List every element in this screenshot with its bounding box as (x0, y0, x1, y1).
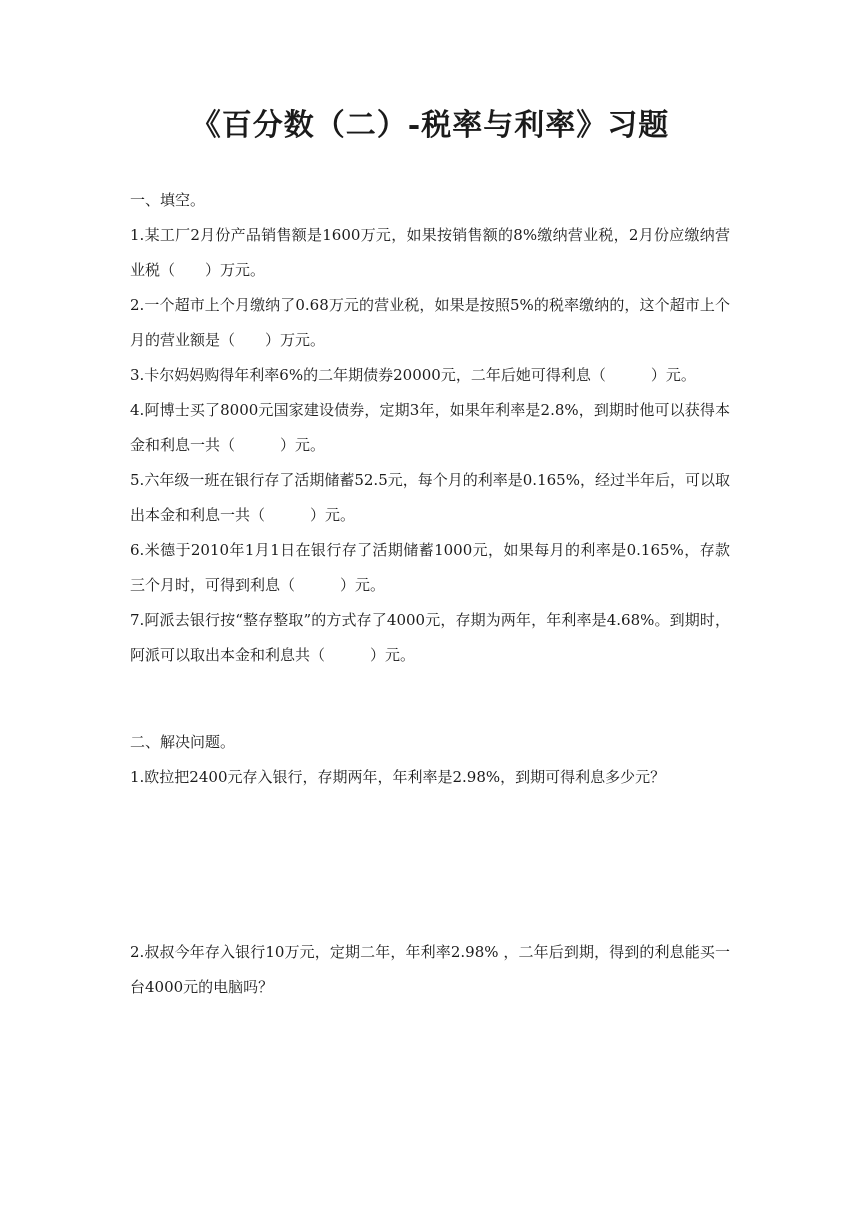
question-item: 2.一个超市上个月缴纳了0.68万元的营业税，如果是按照5%的税率缴纳的，这个超市上个月的营业额是（ ）万元。 (130, 296, 730, 349)
question-item: 2.叔叔今年存入银行10万元，定期二年，年利率2.98% ，二年后到期，得到的利息能买一台4000元的电脑吗？ (130, 943, 730, 996)
section-fill-in-blanks (130, 183, 730, 673)
answer-space (130, 865, 730, 935)
section-problem-solving (130, 725, 730, 1005)
question-item: 5.六年级一班在银行存了活期储蓄52.5元，每个月的利率是0.165%，经过半年后，可以取出本金和利息一共（ ）元。 (130, 471, 730, 524)
question-item: 6.米德于2010年1月1日在银行存了活期储蓄1000元，如果每月的利率是0.165%，存款三个月时，可得到利息（ ）元。 (130, 541, 730, 594)
page-title: 《百分数（二）-税率与利率》习题 (190, 108, 670, 143)
section-heading: 二、解决问题。 (130, 733, 236, 751)
answer-space (130, 795, 730, 865)
question-item: 4.阿博士买了8000元国家建设债券，定期3年，如果年利率是2.8%，到期时他可以获得本金和利息一共（ ）元。 (130, 401, 730, 454)
question-item: 1.某工厂2月份产品销售额是1600万元，如果按销售额的8%缴纳营业税，2月份应缴纳营业税（ ）万元。 (130, 226, 730, 279)
question-item: 3.卡尔妈妈购得年利率6%的二年期债券20000元，二年后她可得利息（ ）元。 (130, 366, 696, 384)
section-heading: 一、填空。 (130, 191, 206, 209)
question-item: 7.阿派去银行按“整存整取”的方式存了4000元，存期为两年，年利率是4.68%。到期时，阿派可以取出本金和利息共（ ）元。 (130, 611, 730, 664)
question-item: 1.欧拉把2400元存入银行，存期两年，年利率是2.98%，到期可得利息多少元？ (130, 768, 666, 786)
